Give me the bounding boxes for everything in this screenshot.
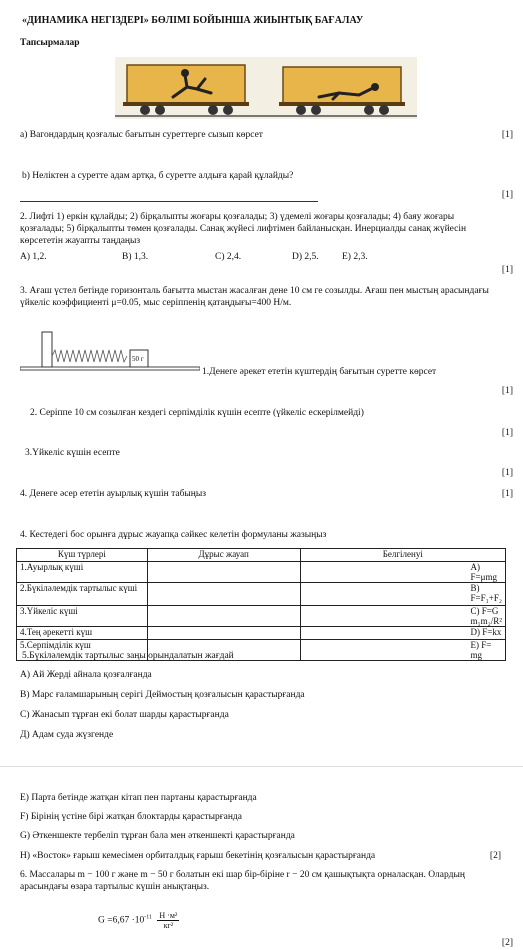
force-cell: 5.Серпімділік күш [17, 640, 148, 661]
q2-option-c: С) 2,4. [215, 252, 242, 262]
q5-mark: [2] [489, 851, 501, 861]
col-header-force: Күш түрлері [17, 549, 148, 562]
q2-option-e: Е) 2,3. [342, 252, 368, 262]
force-cell: 1.Ауырлық күші [17, 562, 148, 583]
spring-picture [20, 330, 200, 372]
force-cell: 3.Үйкеліс күші [17, 606, 148, 627]
q5-option-d: Д) Адам суда жүзгенде [20, 730, 114, 740]
q5-option-c: С) Жанасып тұрған екі болат шарды қарастырғанда [20, 710, 229, 720]
spring-diagram [20, 330, 200, 372]
q5-option-h: H) «Восток» ғарыш кемесімен орбиталдық ғарыш бекетінің қозғалысын қарастырғанда [20, 851, 376, 861]
col-header-formula: Белгіленуі [300, 549, 505, 562]
q6-text: 6. Массалары m − 100 г және m − 50 г болатын екі шар бір-біріне r − 20 см қашықтықта орналасқан. Олардың арасындағы өзара тартылыс күшін анықтаңыз. [20, 870, 465, 892]
q5-option-g: G) Әткеншекте тербеліп тұрған бала мен әткеншекті қарастырғанда [20, 831, 295, 841]
q1a-mark: [1] [501, 130, 513, 140]
page-break [0, 766, 523, 767]
force-cell: 4.Тең әрекетті күш [17, 627, 148, 640]
q5-option-a: А) Ай Жерді айнала қозғалғанда [20, 670, 152, 680]
q5-option-b: В) Марс ғаламшарының серігі Деймостың қозғалысын қарастырғанда [20, 690, 305, 700]
unit-numerator: Н ·м² [159, 911, 178, 920]
q3-part4: 4. Денеге әсер ететін ауырлық күшін табыңыз [20, 489, 207, 499]
q2-text: 2. Лифті 1) еркін құлайды; 2) бірқалыпты жоғары қозғалады; 3) үдемелі жоғары қозғалады; 4) баяу жоғары қозғалады; 5) бірқалыпты төмен қозғалады. Санақ жүйесі лифтімен байланысқан. Инерциалды санақ жүйесін көрсететін жауапты таңдаңыз [20, 212, 467, 246]
q3-part3: 3.Үйкеліс күшін есепте [25, 448, 120, 458]
q2-mark: [1] [501, 265, 513, 275]
q3-part4-mark: [1] [501, 489, 513, 499]
wagons-picture [115, 57, 417, 119]
answer-cell[interactable] [147, 606, 300, 627]
table-row [17, 562, 506, 583]
table-row [17, 606, 506, 627]
page-title: «ДИНАМИКА НЕГІЗДЕРІ» БӨЛІМІ БОЙЫНША ЖИЫНТЫҚ БАҒАЛАУ [22, 15, 364, 26]
formula-cell: E) F= mg [300, 640, 505, 661]
col-header-answer: Дұрыс жауап [147, 549, 300, 562]
table-row [17, 583, 506, 606]
q2-option-a: А) 1,2. [20, 252, 47, 262]
forces-table [16, 548, 506, 661]
answer-cell[interactable] [147, 583, 300, 606]
formula-cell: A) F=μmg [300, 562, 505, 583]
q3-part2: 2. Серіппе 10 см созылған кездегі серпімділік күшін есепте (үйкеліс ескерілмейді) [30, 408, 364, 418]
q6-mark: [2] [501, 938, 513, 948]
gravitational-constant [98, 911, 179, 930]
table-row [17, 627, 506, 640]
q5-option-e: Е) Парта бетінде жатқан кітап пен партаны қарастырғанда [20, 793, 257, 803]
tasks-heading: Тапсырмалар [20, 38, 80, 48]
formula-cell: C) F=G m₁m₂/R² [300, 606, 505, 627]
block-mass-label: 50 г [132, 355, 144, 363]
q1b-text: b) Неліктен а суретте адам артқа, б суретте алдыға қарай құлайды? [22, 171, 294, 181]
q3-text: 3. Ағаш үстел бетінде горизонталь бағытта мыстан жасалған дене 10 см ге созылды. Ағаш пен мыстың арасындағы үйкеліс коэффициенті μ=0.05, мыс серіппенің қатаңдығы=400 Н/м. [20, 286, 489, 308]
q3-part2-mark: [1] [501, 428, 513, 438]
table-header-row [17, 549, 506, 562]
answer-cell[interactable] [147, 627, 300, 640]
constant-base: G =6,67 ·10 [98, 915, 145, 926]
q2-option-d: D) 2,5. [292, 252, 319, 262]
q5-text: 5.Бүкіләлемдік тартылыс заңы орындалатын жағдай [22, 651, 234, 661]
q3-part3-mark: [1] [501, 468, 513, 478]
q3-part1: 1.Денеге әрекет ететін күштердің бағытын суретте көрсет [202, 367, 437, 377]
q4-text: 4. Кестедегі бос орынға дұрыс жауапқа сәйкес келетін формуланы жазыңыз [20, 530, 327, 540]
q1b-mark: [1] [501, 190, 513, 200]
answer-cell[interactable] [147, 562, 300, 583]
q1a-text: а) Вагондардың қозғалыс бағытын суреттерге сызып көрсет [20, 130, 263, 140]
constant-unit [157, 911, 179, 930]
formula-cell: B) F=F₁+F₂ [300, 583, 505, 606]
formula-cell: D) F=kx [300, 627, 505, 640]
force-cell: 2.Бүкіләлемдік тартылыс күші [17, 583, 148, 606]
q5-option-f: F) Бірінің үстіне бірі жатқан блоктарды қарастырғанда [20, 812, 242, 822]
q3-part1-mark: [1] [501, 386, 513, 396]
q1b-answer-line [20, 201, 318, 202]
q2-option-b: В) 1,3. [122, 252, 149, 262]
wagons-illustration [115, 57, 417, 119]
constant-exponent: -11 [144, 914, 153, 921]
unit-denominator: кг² [163, 921, 174, 930]
